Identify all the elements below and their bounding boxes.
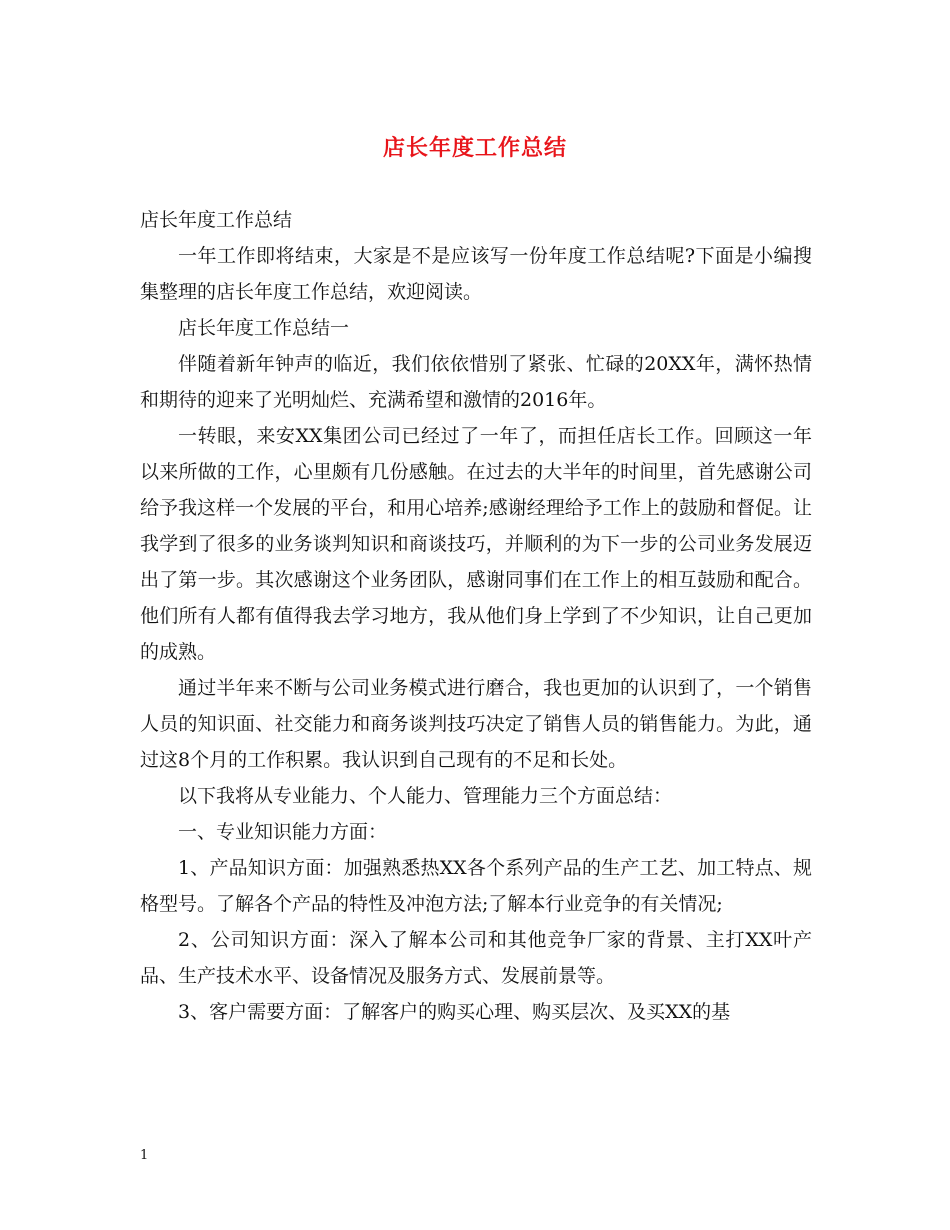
document-body: [140, 202, 812, 1030]
paragraph: 一、专业知识能力方面：: [178, 821, 388, 843]
document-title: 店长年度工作总结: [382, 135, 567, 161]
paragraph-heading: 店长年度工作总结: [140, 209, 293, 231]
paragraph: 以下我将从专业能力、个人能力、管理能力三个方面总结：: [178, 785, 673, 807]
paragraph: 伴随着新年钟声的临近，我们依依惜别了紧张、忙碌的20XX年，满怀热情和期待的迎来了光明灿烂、充满希望和激情的2016年。: [140, 353, 812, 411]
paragraph: 一年工作即将结束，大家是不是应该写一份年度工作总结呢?下面是小编搜集整理的店长年度工作总结，欢迎阅读。: [140, 245, 812, 303]
page-number: 1: [140, 1148, 149, 1163]
paragraph: 3、客户需要方面：了解客户的购买心理、购买层次、及买XX的基: [178, 1001, 731, 1023]
paragraph: 通过半年来不断与公司业务模式进行磨合，我也更加的认识到了，一个销售人员的知识面、社交能力和商务谈判技巧决定了销售人员的销售能力。为此，通过这8个月的工作积累。我认识到自己现有的不足和长处。: [140, 677, 812, 771]
paragraph: 1、产品知识方面：加强熟悉热XX各个系列产品的生产工艺、加工特点、规格型号。了解各个产品的特性及冲泡方法;了解本行业竞争的有关情况;: [140, 857, 812, 915]
paragraph: 一转眼，来安XX集团公司已经过了一年了，而担任店长工作。回顾这一年以来所做的工作，心里颇有几份感触。在过去的大半年的时间里，首先感谢公司给予我这样一个发展的平台，和用心培养;感谢经理给予工作上的鼓励和督促。让我学到了很多的业务谈判知识和商谈技巧，并顺利的为下一步的公司业务发展迈出了第一步。其次感谢这个业务团队，感谢同事们在工作上的相互鼓励和配合。他们所有人都有值得我去学习地方，我从他们身上学到了不少知识，让自己更加的成熟。: [140, 425, 812, 663]
paragraph: 2、公司知识方面：深入了解本公司和其他竞争厂家的背景、主打XX叶产品、生产技术水平、设备情况及服务方式、发展前景等。: [140, 929, 812, 987]
paragraph: 店长年度工作总结一: [178, 317, 350, 339]
